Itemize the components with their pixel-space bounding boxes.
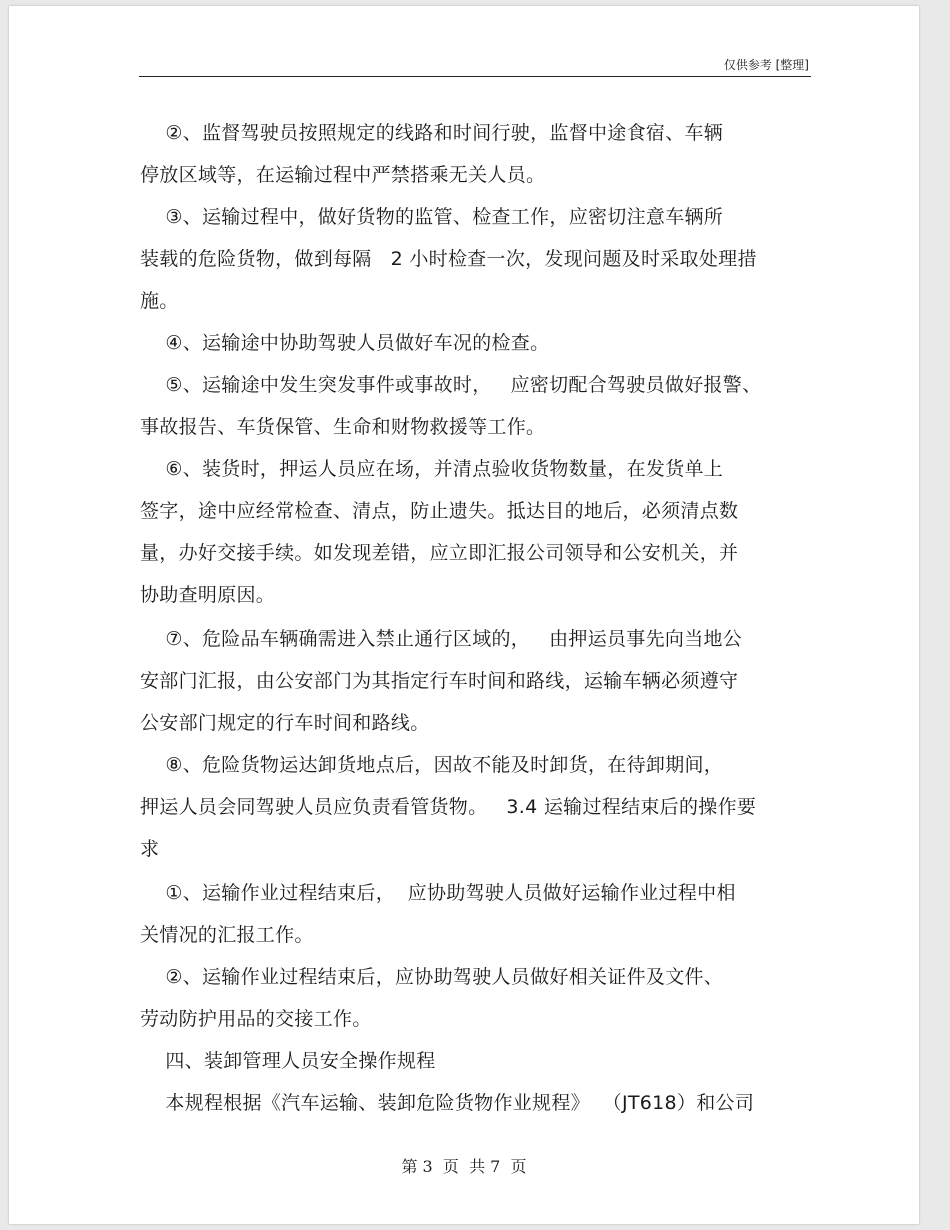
text-line: 施。 [140, 290, 179, 312]
header-rule [139, 76, 811, 77]
text-line: 公安部门规定的行车时间和路线。 [140, 712, 430, 734]
page-indicator: 第 3 页 共 7 页 [401, 1157, 527, 1176]
document-page [9, 6, 919, 1224]
text-line: 安部门汇报，由公安部门为其指定行车时间和路线，运输车辆必须遵守 [140, 670, 739, 692]
text-line: 停放区域等，在运输过程中严禁搭乘无关人员。 [140, 164, 546, 186]
text-line: ①、运输作业过程结束后， 应协助驾驶人员做好运输作业过程中相 [140, 882, 736, 904]
text-line: 量，办好交接手续。如发现差错，应立即汇报公司领导和公安机关，并 [140, 542, 739, 564]
text-line: ⑤、运输途中发生突发事件或事故时， 应密切配合驾驶员做好报警、 [140, 374, 762, 396]
text-line: ②、监督驾驶员按照规定的线路和时间行驶，监督中途食宿、车辆 [140, 122, 724, 144]
text-line: 本规程根据《汽车运输、装卸危险货物作业规程》 （JT618）和公司 [140, 1092, 755, 1114]
text-line: 求 [140, 838, 160, 860]
text-line: ②、运输作业过程结束后，应协助驾驶人员做好相关证件及文件、 [140, 966, 724, 988]
text-line: 押运人员会同驾驶人员应负责看管货物。 3.4 运输过程结束后的操作要 [140, 796, 757, 818]
text-line: 签字，途中应经常检查、清点，防止遗失。抵达目的地后，必须清点数 [140, 500, 739, 522]
text-line: ⑧、危险货物运达卸货地点后，因故不能及时卸货，在待卸期间， [140, 754, 724, 776]
section-heading: 四、装卸管理人员安全操作规程 [140, 1050, 436, 1072]
text-line: ④、运输途中协助驾驶人员做好车况的检查。 [140, 332, 550, 354]
text-line: 事故报告、车货保管、生命和财物救援等工作。 [140, 416, 546, 438]
text-line: 装载的危险货物，做到每隔 2 小时检查一次，发现问题及时采取处理措 [140, 248, 757, 270]
text-line: 关情况的汇报工作。 [140, 924, 314, 946]
text-line: ⑦、危险品车辆确需进入禁止通行区域的， 由押运员事先向当地公 [140, 628, 743, 650]
header-note: 仅供参考 [整理] [723, 58, 809, 72]
text-line: 劳动防护用品的交接工作。 [140, 1008, 372, 1030]
text-line: ③、运输过程中，做好货物的监管、检查工作，应密切注意车辆所 [140, 206, 724, 228]
text-line: ⑥、装货时，押运人员应在场，并清点验收货物数量，在发货单上 [140, 458, 724, 480]
text-line: 协助查明原因。 [140, 584, 276, 606]
